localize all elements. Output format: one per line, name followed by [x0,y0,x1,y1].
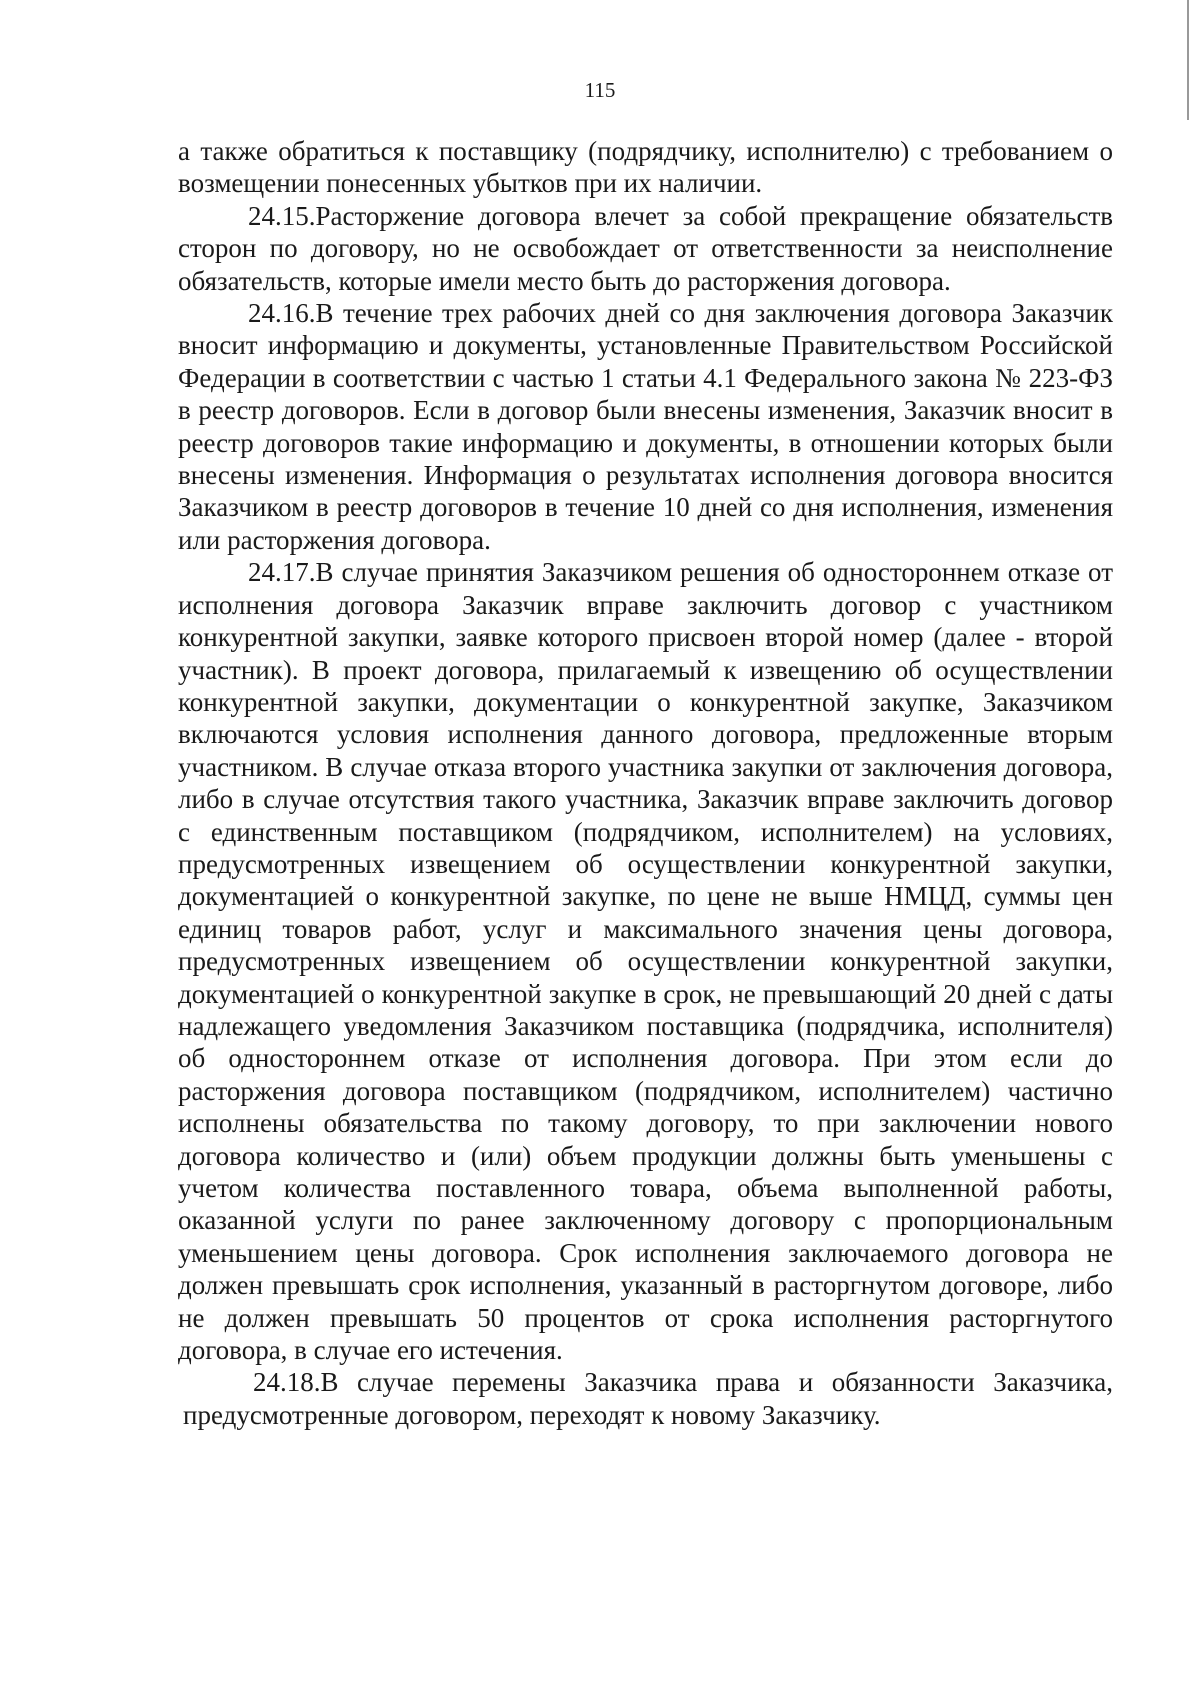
paragraph-24-17: 24.17.В случае принятия Заказчиком решения об одностороннем отказе от исполнения договора Заказчик вправе заключить договор с участником конкурентной закупки, заявке которого присвоен второй номер (далее - второй участник). В проект договора, прилагаемый к извещению об осуществлении конкурентной закупки, документации о конкурентной закупке, Заказчиком включаются условия исполнения данного договора, предложенные вторым участником. В случае отказа второго участника закупки от заключения договора, либо в случае отсутствия такого участника, Заказчик вправе заключить договор с единственным поставщиком (подрядчиком, исполнителем) на условиях, предусмотренных извещением об осуществлении конкурентной закупки, документацией о конкурентной закупке, по цене не выше НМЦД, суммы цен единиц товаров работ, услуг и максимального значения цены договора, предусмотренных извещением об осуществлении конкурентной закупки, документацией о конкурентной закупке в срок, не превышающий 20 дней с даты надлежащего уведомления Заказчиком поставщика (подрядчика, исполнителя) об одностороннем отказе от исполнения договора. При этом если до расторжения договора поставщиком (подрядчиком, исполнителем) частично исполнены обязательства по такому договору, то при заключении нового договора количество и (или) объем продукции должны быть уменьшены с учетом количества поставленного товара, объема выполненной работы, оказанной услуги по ранее заключенному договору с пропорциональным уменьшением цены договора. Срок исполнения заключаемого договора не должен превышать срок исполнения, указанный в расторгнутом договоре, либо не должен превышать 50 процентов от срока исполнения расторгнутого договора, в случае его истечения. [178,557,1113,1366]
page-number: 115 [584,78,616,102]
paragraph-24-16: 24.16.В течение трех рабочих дней со дня заключения договора Заказчик вносит информацию и документы, установленные Правительством Российской Федерации в соответствии с частью 1 статьи 4.1 Федерального закона № 223-ФЗ в реестр договоров. Если в договор были внесены изменения, Заказчик вносит в реестр договоров такие информацию и документы, в отношении которых были внесены изменения. Информация о результатах исполнения договора вносится Заказчиком в реестр договоров в течение 10 дней со дня исполнения, изменения или расторжения договора. [178,298,1113,555]
document-body [178,135,1113,1431]
paragraph-24-18: 24.18.В случае перемены Заказчика права и обязанности Заказчика, предусмотренные договором, переходят к новому Заказчику. [183,1367,1113,1430]
paragraph-24-15: 24.15.Расторжение договора влечет за собой прекращение обязательств сторон по договору, но не освобождает от ответственности за неисполнение обязательств, которые имели место быть до расторжения договора. [178,200,1113,296]
paragraph-continuation: а также обратиться к поставщику (подрядчику, исполнителю) с требованием о возмещении понесенных убытков при их наличии. [178,136,1113,199]
